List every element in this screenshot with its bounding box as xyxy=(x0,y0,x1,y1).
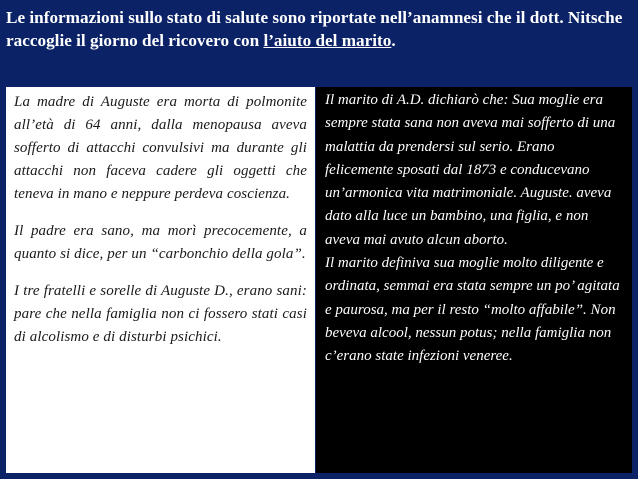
siblings-paragraph: I tre fratelli e sorelle di Auguste D., erano sani: pare che nella famiglia non ci fossero stati casi di alcolismo e di disturbi psichici. xyxy=(14,283,307,345)
husband-statement-box xyxy=(316,87,632,473)
mother-paragraph: La madre di Auguste era morta di polmonite all’età di 64 anni, dalla menopausa aveva sofferto di attacchi convulsivi ma durante gli attacchi non faceva cadere gli oggetti che teneva in mano e neppure perdeva coscienza. xyxy=(14,94,307,202)
father-paragraph: Il padre era sano, ma morì precocemente, a quanto si dice, per un “carbonchio della gola”. xyxy=(14,223,307,262)
slide-title xyxy=(6,6,632,52)
wife-description-paragraph: Il marito definiva sua moglie molto diligente e ordinata, semmai era stata sempre un po’ agitata e paurosa, ma per il resto “molto affabile”. Non beveva alcool, nessun potus; nella famiglia non c’erano state infezioni veneree. xyxy=(325,255,620,365)
title-period: . xyxy=(391,31,396,50)
title-text: Le informazioni sullo stato di salute sono riportate nell’anamnesi che il dott. Nitsche raccoglie il giorno del ricovero con xyxy=(6,8,623,50)
family-history-box xyxy=(6,87,315,473)
husband-help-link[interactable]: l’aiuto del marito xyxy=(263,31,392,50)
husband-statement-paragraph: Il marito di A.D. dichiarò che: Sua moglie era sempre stata sana non aveva mai sofferto di una malattia da prendersi sul serio. Erano felicemente sposati dal 1873 e conducevano un’armonica vita matrimoniale. Auguste. aveva dato alla luce un bambino, una figlia, e non aveva mai avuto alcun aborto. xyxy=(325,92,616,248)
